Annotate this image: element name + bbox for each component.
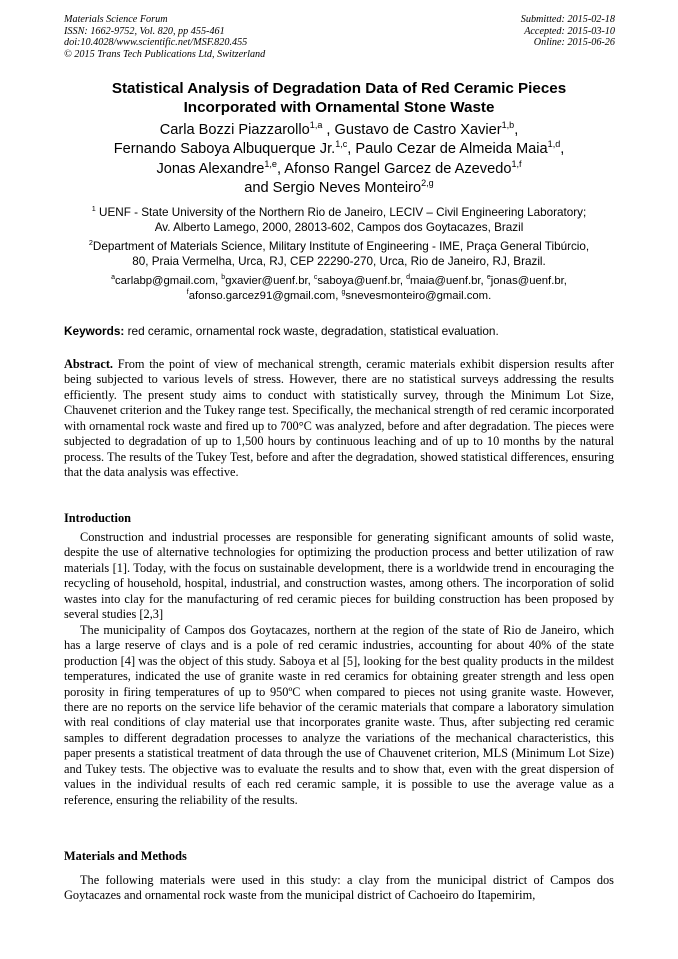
abstract: [64, 357, 614, 481]
online-date: Online: 2015-06-26: [533, 37, 615, 49]
email-link[interactable]: saboya@uenf.br,: [317, 275, 407, 287]
paragraph: Construction and industrial processes are responsible for generating significant amounts of solid waste, despite the use of alternative technologies for optimizing the production process and better utilization of raw materials [1]. Today, with the focus on sustainable development, there is a worldwide trend in encouraging the recycling of household, hospital, industrial, and construction wastes, among others. The incorporation of solid wastes into clay for the manufacturing of red ceramic pieces for building construction has been proposed by several studies [2,3]: [64, 530, 614, 622]
keywords: [64, 324, 624, 339]
author-affil-mark: 1,f: [511, 158, 522, 169]
keywords-label: Keywords:: [64, 324, 125, 338]
author-affil-mark: 1,c: [335, 139, 348, 150]
author-affil-mark: 1,a: [309, 120, 323, 131]
author-name: Afonso Rangel Garcez de Azevedo: [284, 160, 512, 177]
issn-line: ISSN: 1662-9752, Vol. 820, pp 455-461: [64, 25, 225, 37]
journal-header: [64, 14, 265, 60]
introduction-body: [64, 530, 614, 808]
dates-header: [521, 14, 615, 49]
affiliation-1: $^1$ UENF - State University of the Northern Rio de Janeiro, LECIV – Civil Engineering Laboratory; Av. Alberto Lamego, 2000, 28013-602, Campos dos Goytacazes, Brazil: [91, 204, 587, 235]
author-affil-mark: 1,e: [264, 158, 277, 169]
accepted-date: Accepted: 2015-03-10: [524, 25, 615, 37]
keywords-text: red ceramic, ornamental rock waste, degradation, statistical evaluation.: [124, 324, 499, 338]
author-list: Carla Bozzi Piazzarollo$^{1,a}$ , Gustavo de Castro Xavier$^{1,b}$, Fernando Saboya Albuquerque Jr.$^{1,c}$, Paulo Cezar de Almeida Maia$^{1,d}$, Jonas Alexandre$^{1,e}$, Afonso Rangel Garcez de Azevedo$^{1,f}$ and Sergio Neves Monteiro$^{2,g}$: [113, 120, 565, 197]
author-name: and Sergio Neves Monteiro: [244, 180, 422, 197]
title-line-1: Statistical Analysis of Degradation Data of Red Ceramic Pieces: [111, 80, 567, 97]
author-name: Paulo Cezar de Almeida Maia: [355, 141, 548, 158]
author-name: Carla Bozzi Piazzarollo: [159, 122, 310, 138]
email-link[interactable]: afonso.garcez91@gmail.com,: [188, 290, 342, 302]
section-heading-materials-methods: Materials and Methods: [64, 849, 187, 863]
email-link[interactable]: carlabp@gmail.com,: [115, 275, 222, 287]
email-link[interactable]: snevesmonteiro@gmail.com.: [345, 290, 492, 302]
author-affil-mark: 1,d: [547, 139, 561, 150]
email-link[interactable]: maia@uenf.br,: [410, 275, 487, 287]
abstract-text: From the point of view of mechanical strength, ceramic materials exhibit dispersion results after being subjected to various levels of stress. However, there are no statistical surveys addressing the results efficiently. The present study aims to conduct with statistically survey, through the Minimum Lot Size, Chauvenet criterion and the Tukey range test. Specifically, the mechanical strength of red ceramic incorporated with ornamental rock waste and fired up to 700°C was analyzed, before and after degradation. The pieces were subjected to degradation of up to 1,500 hours by continuous leaching and of up to 10 months by the natural process. The results of the Tukey Test, before and after the degradation, showed statistical differences, ensuring that the data analysis was effective.: [64, 357, 614, 480]
journal-name: Materials Science Forum: [64, 14, 168, 25]
author-name: Gustavo de Castro Xavier: [334, 122, 502, 138]
author-name: Jonas Alexandre: [156, 160, 265, 177]
paragraph: The municipality of Campos dos Goytacazes, northern at the region of the state of Rio de Janeiro, which has a large reserve of clays and is a pole of red ceramic industries, accounting for about 40% of the state production [4] was the object of this study. Saboya et al [5], looking for the best quality products in the mildest temperatures, indicated the use of granite waste in red ceramics for obtaining greater strength and less open porosity in firing temperatures of up to 950ºC when compared to pieces not using granite waste. However, there are no reports on the service life behavior of the ceramic materials that compare a laboratory simulation with real conditions of clay material use that incorporates granite waste. Thus, after subjecting red ceramic samples to different degradation processes to analyze the variations of the mechanical characteristics, this paper presents a statistical treatment of data through the use of Chauvenet criterion, MLS (Minimum Lot Size) and Tukey tests. The objective was to evaluate the results and to show that, even with the great dispersion of values in the individual results of each red ceramic sample, it is possible to use the average value as a reference, ensuring the reliability of the results.: [64, 622, 614, 807]
copyright-line: © 2015 Trans Tech Publications Ltd, Switzerland: [64, 48, 266, 60]
email-link[interactable]: gxavier@uenf.br,: [225, 275, 314, 287]
author-name: Fernando Saboya Albuquerque Jr.: [113, 141, 336, 158]
affiliation-2: $^2$Department of Materials Science, Military Institute of Engineering - IME, Praça General Tibúrcio, 80, Praia Vermelha, Urca, RJ, CEP 22290-270, Urca, Rio de Janeiro, RJ, Brazil.: [88, 238, 590, 269]
author-affil-mark: 1,b: [501, 120, 515, 131]
section-heading-introduction: Introduction: [64, 511, 131, 525]
submitted-date: Submitted: 2015-02-18: [520, 14, 615, 25]
title-line-2: Incorporated with Ornamental Stone Waste: [183, 99, 495, 116]
doi-line: doi:10.4028/www.scientific.net/MSF.820.455: [64, 37, 248, 49]
paper-title: [40, 79, 638, 117]
materials-body: [64, 873, 614, 904]
email-link[interactable]: jonas@uenf.br,: [490, 275, 567, 287]
abstract-label: Abstract.: [64, 357, 114, 371]
author-emails: $^a$carlabp@gmail.com, $^b$gxavier@uenf.br, $^c$saboya@uenf.br, $^d$maia@uenf.br, $^e$jonas@uenf.br, $^f$afonso.garcez91@gmail.com, $^g$snevesmonteiro@gmail.com.: [111, 274, 567, 302]
author-affil-mark: 2,g: [421, 178, 434, 189]
paragraph: The following materials were used in this study: a clay from the municipal district of Campos dos Goytacazes and ornamental rock waste from the municipal district of Cachoeiro do Itapemirim,: [64, 873, 614, 903]
